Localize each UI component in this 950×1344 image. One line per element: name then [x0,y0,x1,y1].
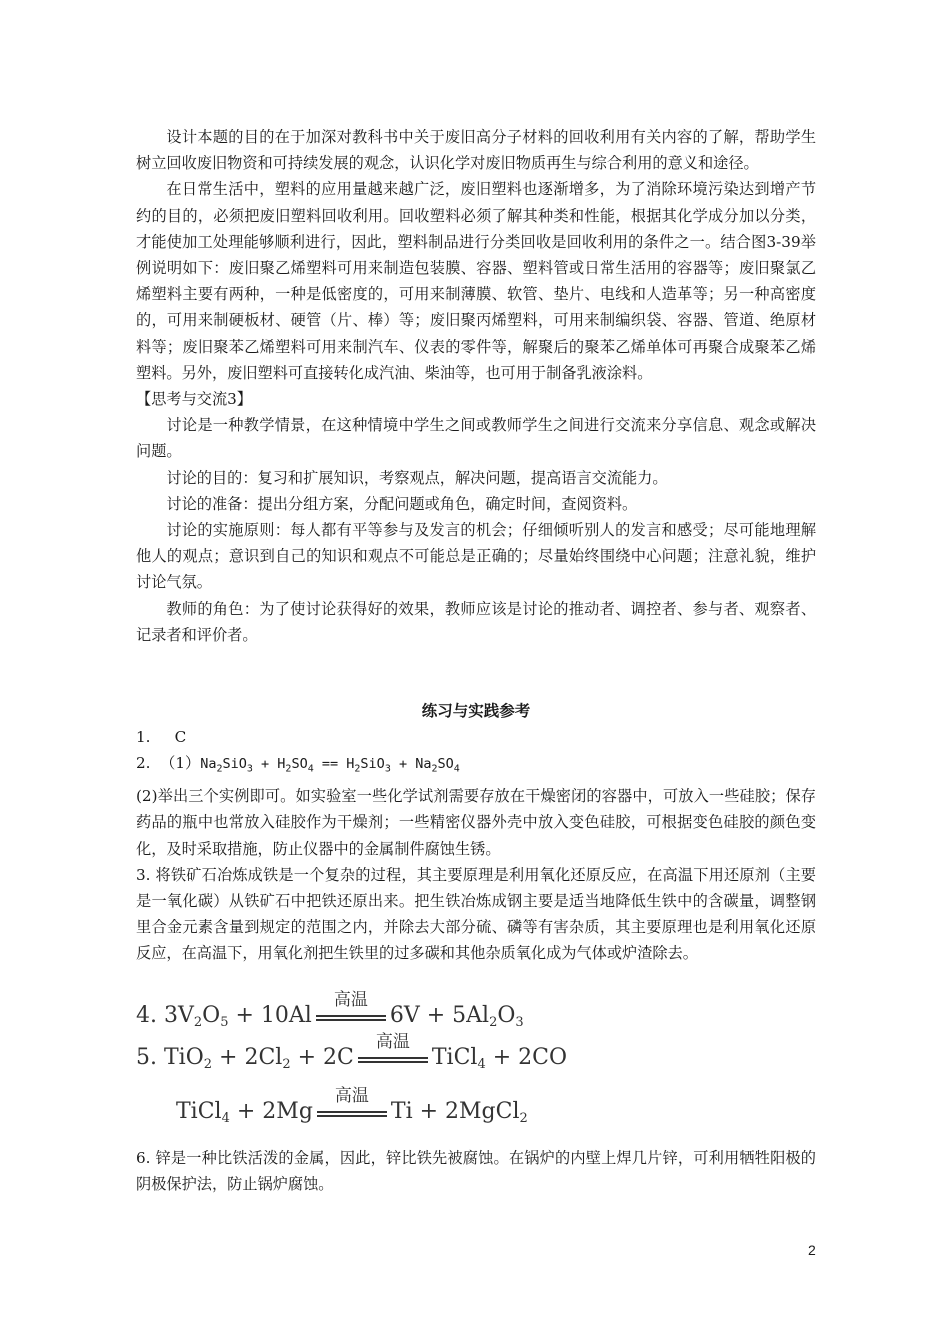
discussion-section [136,124,816,648]
equation-5b: TiCl$_4$ + 2Mg 高温 Ti + 2MgCl$_2$ [176,1099,528,1126]
paragraph-teacher-role: 教师的角色：为了使讨论获得好的效果，教师应该是讨论的推动者、调控者、参与者、观察者、记录者和评价者。 [136,599,816,644]
answer-6-block [136,1145,816,1197]
paragraph-discussion-definition: 讨论是一种教学情景，在这种情境中学生之间或教师学生之间进行交流来分享信息、观念或解决问题。 [136,416,816,461]
answer-2-part1 [136,750,816,783]
answer-6: 6. 锌是一种比铁活泼的金属，因此，锌比铁先被腐蚀。在锅炉的内壁上焊几片锌，可利用牺牲阳极的阴极保护法，防止锅炉腐蚀。 [136,1149,816,1194]
reaction-arrow [316,990,386,1029]
reaction-arrow [358,1032,428,1071]
paragraph-discussion-principles: 讨论的实施原则：每人都有平等参与及发言的机会；仔细倾听别人的发言和感受；尽可能地理解他人的观点；意识到自己的知识和观点不可能总是正确的；尽量始终围绕中心问题；注意礼貌，维护讨论气氛。 [136,521,816,592]
equation-4: 4. $3V_2O_5 + 10Al$ 高温 $6V + 5Al_2O_3$ [136,1003,524,1030]
silicate-equation: $Na_2SiO_3 + H_2SO_4 == H_2SiO_3 + Na_2SO_4$ [200,756,460,775]
page-number: 2 [808,1242,816,1258]
reaction-condition: 高温 [334,1086,369,1106]
reaction-arrow [317,1086,387,1125]
section-title-think-exchange: 【思考与交流3】 [136,390,252,409]
equation-5-number: 5. [136,1045,157,1070]
reaction-condition: 高温 [375,1032,410,1052]
paragraph-purpose: 设计本题的目的在于加深对教科书中关于废旧高分子材料的回收利用有关内容的了解，帮助学生树立回收废旧物资和可持续发展的观念，认识化学对废旧物质再生与综合利用的意义和途径。 [136,128,816,173]
paragraph-discussion-preparation: 讨论的准备：提出分组方案，分配问题或角色，确定时间，查阅资料。 [166,494,638,513]
answer-3: 3. 将铁矿石冶炼成铁是一个复杂的过程，其主要原理是利用氧化还原反应，在高温下用还原剂（主要是一氧化碳）从铁矿石中把铁还原出来。把生铁冶炼成钢主要是适当地降低生铁中的含碳量，调整钢里合金元素含量到规定的范围之内，并除去大部分硫、磷等有害杂质，其主要原理也是利用氧化还原反应，在高温下，用氧化剂把生铁里的过多碳和其他杂质氧化成为气体或炉渣除去。 [136,865,816,963]
answer-2-part2: (2)举出三个实例即可。如实验室一些化学试剂需要存放在干燥密闭的容器中，可放入一些硅胶；保存药品的瓶中也常放入硅胶作为干燥剂；一些精密仪器外壳中放入变色硅胶，可根据变色硅胶的颜色变化，及时采取措施，防止仪器中的金属制件腐蚀生锈。 [136,787,816,858]
equation-4-number: 4. [136,1003,157,1028]
reaction-condition: 高温 [333,990,368,1010]
exercise-section [136,698,816,967]
paragraph-discussion-purpose: 讨论的目的：复习和扩展知识，考察观点，解决问题，提高语言交流能力。 [166,468,668,487]
equation-5a: 5. $TiO_2 + 2Cl_2 + 2C$ 高温 TiCl$_4$ + 2CO [136,1045,567,1072]
paragraph-plastics: 在日常生活中，塑料的应用量越来越广泛，废旧塑料也逐渐增多，为了消除环境污染达到增产节约的目的，必须把废旧塑料回收利用。回收塑料必须了解其种类和性能，根据其化学成分加以分类，才能使加工处理能够顺利进行，因此，塑料制品进行分类回收是回收利用的条件之一。结合图3-39举例说明如下：废旧聚乙烯塑料可用来制造包装膜、容器、塑料管或日常生活用的容器等；废旧聚氯乙烯塑料主要有两种，一种是低密度的，可用来制薄膜、软管、垫片、电线和人造革等；另一种高密度的，可用来制硬板材、硬管（片、棒）等；废旧聚丙烯塑料，可用来制编织袋、容器、管道、绝原材料等；废旧聚苯乙烯塑料可用来制汽车、仪表的零件等，解聚后的聚苯乙烯单体可再聚合成聚苯乙烯塑料。另外，废旧塑料可直接转化成汽油、柴油等，也可用于制备乳液涂料。 [136,180,816,382]
answer-1: 1. C [136,728,187,746]
answer-2-number: 2. （1） [136,754,201,773]
section-heading: 练习与实践参考 [421,701,531,720]
